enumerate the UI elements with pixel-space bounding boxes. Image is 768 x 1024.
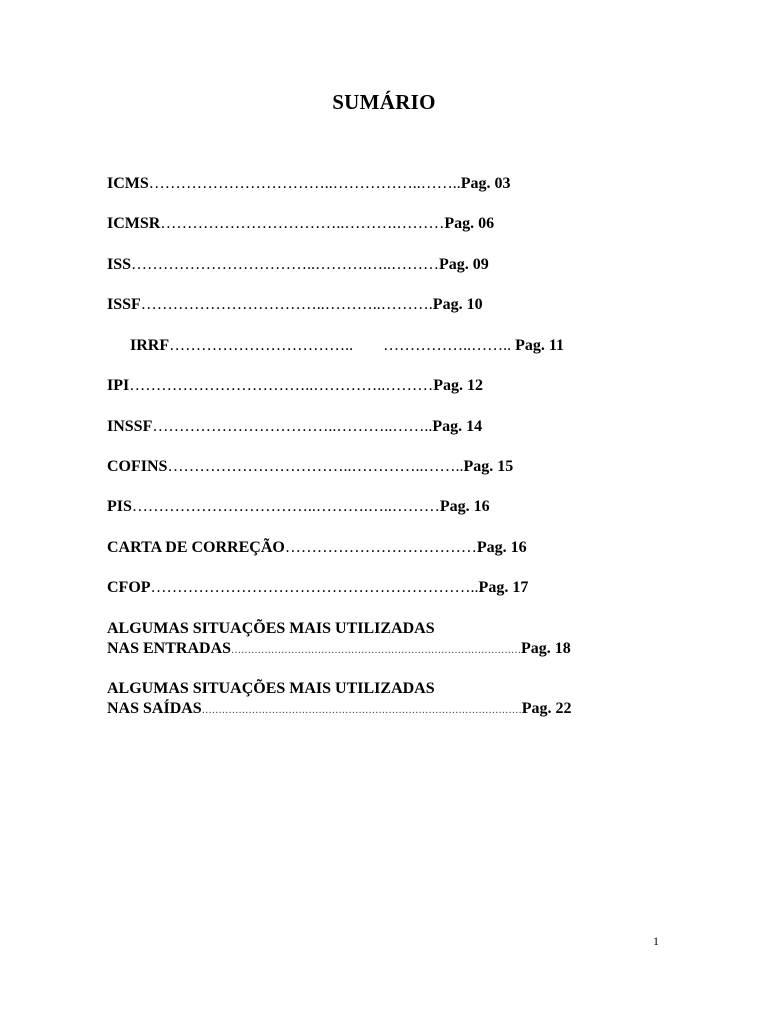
toc-page-ref: Pag. 15 xyxy=(463,458,514,475)
toc-leader-dots: ……………………………..……….……… xyxy=(160,215,445,232)
toc-leader-dots: ……………………………… xyxy=(284,539,477,556)
toc-entry-pis[interactable] xyxy=(107,497,490,517)
toc-label: ALGUMAS SITUAÇÕES MAIS UTILIZADAS xyxy=(107,620,435,637)
page-title: SUMÁRIO xyxy=(332,90,436,114)
toc-entry-irrf[interactable] xyxy=(130,336,564,356)
toc-label-line-2: NAS ENTRADAS xyxy=(107,640,232,657)
toc-leader-dots: ……………………………..……………..…….. xyxy=(148,175,461,192)
page-number: 1 xyxy=(653,934,659,948)
toc-label: PIS xyxy=(107,498,132,515)
toc-leader-dots: ……………………………..……….…..……… xyxy=(131,256,440,273)
toc-label: IPI xyxy=(107,377,130,394)
toc-label: ICMSR xyxy=(107,215,161,232)
toc-page-ref: Pag. 03 xyxy=(460,175,511,192)
toc-entry-cfop[interactable] xyxy=(107,578,528,598)
toc-leader-dots-2: ……………..…….. xyxy=(383,337,516,354)
toc-label: ALGUMAS SITUAÇÕES MAIS UTILIZADAS xyxy=(107,680,435,697)
toc-entry-situacoes-entradas[interactable] xyxy=(107,619,571,661)
toc-page-ref: Pag. 17 xyxy=(478,579,529,596)
toc-entry-carta-de-correcao[interactable] xyxy=(107,538,527,558)
toc-label-line-2: NAS SAÍDAS xyxy=(107,700,202,717)
toc-label: COFINS xyxy=(107,458,168,475)
toc-label: ICMS xyxy=(107,175,149,192)
toc-label: CFOP xyxy=(107,579,151,596)
toc-entry-iss[interactable] xyxy=(107,255,489,275)
toc-leader-dots: ……………………………..………..………. xyxy=(140,296,433,313)
toc-page-ref: Pag. 22 xyxy=(521,700,572,717)
toc-entry-issf[interactable] xyxy=(107,295,483,315)
toc-entry-cofins[interactable] xyxy=(107,457,513,477)
toc-label: IRRF xyxy=(130,337,170,354)
toc-leader-dots: …………………………………………………………………………………… xyxy=(201,705,522,716)
toc-leader-dots: ……………………………..…………..……… xyxy=(129,377,434,394)
toc-page-ref: Pag. 16 xyxy=(439,498,490,515)
toc-page-ref: Pag. 10 xyxy=(432,296,483,313)
toc-label: INSSF xyxy=(107,418,153,435)
toc-entry-situacoes-saidas[interactable] xyxy=(107,679,571,721)
toc-label: ISS xyxy=(107,256,132,273)
toc-entry-icmsr[interactable] xyxy=(107,214,494,234)
toc-label: ISSF xyxy=(107,296,141,313)
toc-entry-icms[interactable] xyxy=(107,174,511,194)
toc-leader-dots: ……………………………..………..…….. xyxy=(152,418,433,435)
toc-page-ref: Pag. 06 xyxy=(444,215,495,232)
toc-entry-inssf[interactable] xyxy=(107,417,482,437)
toc-page-ref: Pag. 14 xyxy=(432,418,483,435)
toc-leader-dots: …………………………………………………….. xyxy=(150,579,479,596)
toc-entry-ipi[interactable] xyxy=(107,376,483,396)
toc-page-ref: Pag. 16 xyxy=(476,539,527,556)
toc-leader-dots: …………………………….. xyxy=(169,337,354,354)
toc-leader-dots: …………………………………………………………………………… xyxy=(231,645,522,656)
toc-leader-dots: ……………………………..……….…..……… xyxy=(131,498,440,515)
toc-label: CARTA DE CORREÇÃO xyxy=(107,539,285,556)
toc-page-ref: Pag. 09 xyxy=(439,256,489,273)
toc-page-ref: Pag. 18 xyxy=(521,640,571,657)
toc-page-ref: Pag. 12 xyxy=(433,377,484,394)
toc-page-ref: Pag. 11 xyxy=(515,337,564,354)
toc-leader-dots: ……………………………..…………..…….. xyxy=(167,458,464,475)
